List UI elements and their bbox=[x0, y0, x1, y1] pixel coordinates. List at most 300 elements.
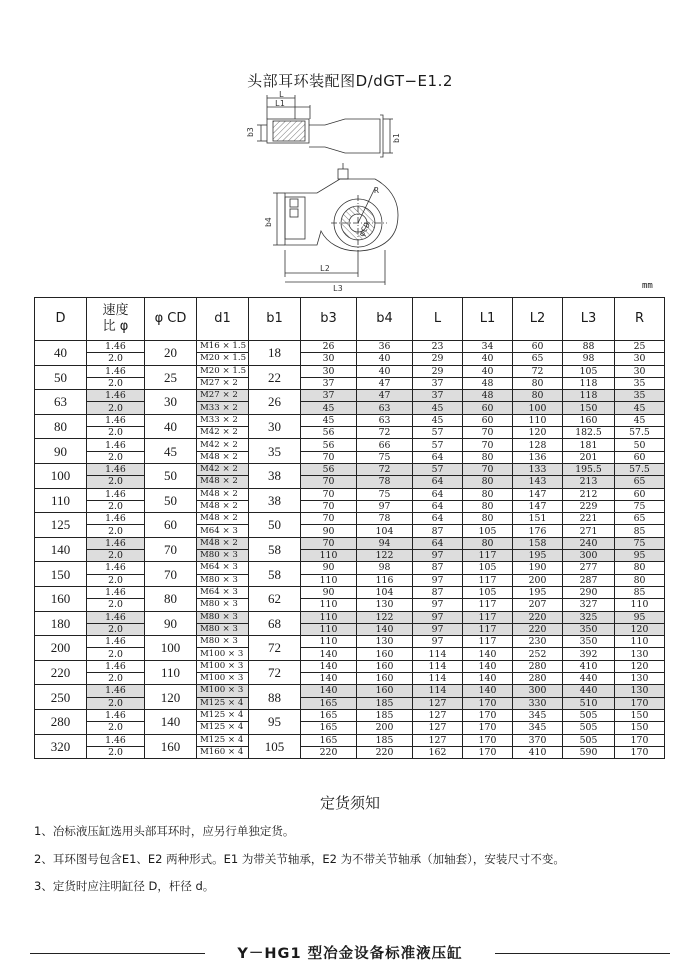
table-row bbox=[35, 488, 665, 500]
table-row bbox=[35, 746, 665, 758]
cell-L2: 65 bbox=[513, 353, 563, 365]
cell-d1: M48 × 2 bbox=[197, 500, 249, 512]
cell-speed-ratio: 2.0 bbox=[87, 353, 145, 365]
cell-b3: 165 bbox=[301, 722, 357, 734]
cell-R: 120 bbox=[615, 660, 665, 672]
note-1: 1、冶标液压缸选用头部耳环时，应另行单独定货。 bbox=[34, 824, 295, 838]
cell-speed-ratio: 1.46 bbox=[87, 709, 145, 721]
cell-speed-ratio: 1.46 bbox=[87, 611, 145, 623]
cell-b4: 122 bbox=[357, 611, 413, 623]
cell-L: 23 bbox=[413, 341, 463, 353]
cell-b4: 63 bbox=[357, 402, 413, 414]
cell-b4: 47 bbox=[357, 390, 413, 402]
cell-b3: 110 bbox=[301, 611, 357, 623]
cell-d1: M64 × 3 bbox=[197, 586, 249, 598]
cell-L3: 182.5 bbox=[563, 427, 615, 439]
cell-b4: 94 bbox=[357, 537, 413, 549]
cell-L1: 117 bbox=[463, 623, 513, 635]
cell-R: 95 bbox=[615, 611, 665, 623]
cell-R: 110 bbox=[615, 636, 665, 648]
cell-L2: 151 bbox=[513, 513, 563, 525]
cell-speed-ratio: 1.46 bbox=[87, 734, 145, 746]
header-b3: b3 bbox=[301, 298, 357, 341]
cell-speed-ratio: 1.46 bbox=[87, 341, 145, 353]
cell-L3: 327 bbox=[563, 599, 615, 611]
cell-bore-D: 220 bbox=[35, 660, 87, 685]
cell-L3: 505 bbox=[563, 734, 615, 746]
cell-L2: 200 bbox=[513, 574, 563, 586]
cell-L1: 48 bbox=[463, 390, 513, 402]
cell-L3: 118 bbox=[563, 390, 615, 402]
cell-R: 75 bbox=[615, 537, 665, 549]
cell-R: 57.5 bbox=[615, 427, 665, 439]
cell-speed-ratio: 1.46 bbox=[87, 390, 145, 402]
cell-b4: 160 bbox=[357, 648, 413, 660]
cell-L1: 117 bbox=[463, 550, 513, 562]
cell-L2: 136 bbox=[513, 451, 563, 463]
cell-d1: M80 × 3 bbox=[197, 574, 249, 586]
table-row bbox=[35, 463, 665, 475]
cell-d1: M20 × 1.5 bbox=[197, 365, 249, 377]
cell-L: 57 bbox=[413, 427, 463, 439]
cell-L2: 280 bbox=[513, 660, 563, 672]
cell-d1: M125 × 4 bbox=[197, 697, 249, 709]
drawing-label-b3: b3 bbox=[246, 127, 255, 137]
cell-d1: M48 × 2 bbox=[197, 513, 249, 525]
cell-d1: M48 × 2 bbox=[197, 488, 249, 500]
cell-R: 65 bbox=[615, 513, 665, 525]
cell-L2: 100 bbox=[513, 402, 563, 414]
cell-b4: 72 bbox=[357, 463, 413, 475]
cell-L: 127 bbox=[413, 734, 463, 746]
cell-R: 80 bbox=[615, 574, 665, 586]
cell-b3: 26 bbox=[301, 341, 357, 353]
cell-speed-ratio: 2.0 bbox=[87, 623, 145, 635]
page-title: 头部耳环装配图D/dGT−E1.2 bbox=[247, 72, 453, 90]
cell-d1: M125 × 4 bbox=[197, 734, 249, 746]
cell-L1: 34 bbox=[463, 341, 513, 353]
cell-speed-ratio: 1.46 bbox=[87, 685, 145, 697]
cell-R: 130 bbox=[615, 673, 665, 685]
header-D: D bbox=[35, 298, 87, 341]
cell-speed-ratio: 1.46 bbox=[87, 463, 145, 475]
cell-b3: 70 bbox=[301, 488, 357, 500]
table-row bbox=[35, 353, 665, 365]
cell-L: 57 bbox=[413, 463, 463, 475]
cell-b1: 58 bbox=[249, 562, 301, 587]
cell-b3: 37 bbox=[301, 390, 357, 402]
table-header-row bbox=[35, 298, 665, 341]
cell-L3: 150 bbox=[563, 402, 615, 414]
cell-L3: 440 bbox=[563, 685, 615, 697]
cell-d1: M33 × 2 bbox=[197, 414, 249, 426]
cell-b3: 45 bbox=[301, 414, 357, 426]
cell-R: 150 bbox=[615, 709, 665, 721]
cell-speed-ratio: 2.0 bbox=[87, 427, 145, 439]
cell-L1: 117 bbox=[463, 599, 513, 611]
cell-L: 29 bbox=[413, 365, 463, 377]
cell-b1: 72 bbox=[249, 660, 301, 685]
cell-L2: 220 bbox=[513, 611, 563, 623]
cell-d1: M42 × 2 bbox=[197, 463, 249, 475]
cell-b4: 160 bbox=[357, 673, 413, 685]
cell-L1: 70 bbox=[463, 439, 513, 451]
cell-L2: 195 bbox=[513, 550, 563, 562]
cell-L: 127 bbox=[413, 722, 463, 734]
cell-b4: 130 bbox=[357, 599, 413, 611]
cell-L1: 80 bbox=[463, 476, 513, 488]
cell-L2: 300 bbox=[513, 685, 563, 697]
cell-L: 114 bbox=[413, 685, 463, 697]
header-L: L bbox=[413, 298, 463, 341]
cell-speed-ratio: 2.0 bbox=[87, 722, 145, 734]
table-row bbox=[35, 623, 665, 635]
cell-L1: 70 bbox=[463, 427, 513, 439]
cell-speed-ratio: 1.46 bbox=[87, 636, 145, 648]
cell-d1: M20 × 1.5 bbox=[197, 353, 249, 365]
cell-d1: M100 × 3 bbox=[197, 660, 249, 672]
table-row bbox=[35, 341, 665, 353]
cell-b4: 220 bbox=[357, 746, 413, 758]
header-speed-ratio: 速度 比 φ bbox=[87, 298, 145, 341]
cell-R: 85 bbox=[615, 525, 665, 537]
table-row bbox=[35, 722, 665, 734]
cell-L2: 345 bbox=[513, 722, 563, 734]
cell-L3: 201 bbox=[563, 451, 615, 463]
table-row bbox=[35, 586, 665, 598]
cell-bore-D: 200 bbox=[35, 636, 87, 661]
cell-d1: M48 × 2 bbox=[197, 451, 249, 463]
cell-d1: M64 × 3 bbox=[197, 562, 249, 574]
cell-L3: 505 bbox=[563, 709, 615, 721]
note-2: 2、耳环图号包含E1、E2 两种形式。E1 为带关节轴承，E2 为不带关节轴承（加轴套），安装尺寸不变。 bbox=[34, 852, 565, 866]
cell-L: 64 bbox=[413, 451, 463, 463]
cell-speed-ratio: 2.0 bbox=[87, 500, 145, 512]
cell-L: 97 bbox=[413, 574, 463, 586]
cell-b1: 68 bbox=[249, 611, 301, 636]
cell-d1: M80 × 3 bbox=[197, 611, 249, 623]
cell-L: 127 bbox=[413, 709, 463, 721]
cell-L3: 118 bbox=[563, 377, 615, 389]
drawing-label-b1: b1 bbox=[392, 133, 401, 143]
cell-CD: 140 bbox=[145, 709, 197, 734]
cell-d1: M80 × 3 bbox=[197, 623, 249, 635]
cell-L1: 140 bbox=[463, 648, 513, 660]
cell-b4: 75 bbox=[357, 451, 413, 463]
cell-d1: M80 × 3 bbox=[197, 636, 249, 648]
cell-R: 50 bbox=[615, 439, 665, 451]
cell-b1: 30 bbox=[249, 414, 301, 439]
cell-b1: 58 bbox=[249, 537, 301, 562]
cell-CD: 110 bbox=[145, 660, 197, 685]
cell-L2: 128 bbox=[513, 439, 563, 451]
cell-b3: 70 bbox=[301, 451, 357, 463]
cell-L1: 60 bbox=[463, 402, 513, 414]
cell-b1: 62 bbox=[249, 586, 301, 611]
table-row bbox=[35, 500, 665, 512]
notes-title: 定货须知 bbox=[319, 794, 380, 812]
cell-R: 130 bbox=[615, 685, 665, 697]
cell-b3: 165 bbox=[301, 697, 357, 709]
cell-speed-ratio: 1.46 bbox=[87, 439, 145, 451]
cell-R: 35 bbox=[615, 377, 665, 389]
table-row bbox=[35, 427, 665, 439]
cell-L1: 140 bbox=[463, 673, 513, 685]
cell-b3: 70 bbox=[301, 513, 357, 525]
cell-L1: 48 bbox=[463, 377, 513, 389]
table-row bbox=[35, 525, 665, 537]
cell-L3: 590 bbox=[563, 746, 615, 758]
cell-b4: 98 bbox=[357, 562, 413, 574]
cell-d1: M100 × 3 bbox=[197, 685, 249, 697]
cell-CD: 25 bbox=[145, 365, 197, 390]
cell-b4: 160 bbox=[357, 660, 413, 672]
table-row bbox=[35, 451, 665, 463]
cell-L3: 505 bbox=[563, 722, 615, 734]
cell-speed-ratio: 1.46 bbox=[87, 513, 145, 525]
cell-b4: 72 bbox=[357, 427, 413, 439]
cell-b4: 185 bbox=[357, 709, 413, 721]
cell-L: 37 bbox=[413, 377, 463, 389]
cell-L: 64 bbox=[413, 537, 463, 549]
cell-b3: 110 bbox=[301, 623, 357, 635]
cell-L: 64 bbox=[413, 476, 463, 488]
cell-b3: 30 bbox=[301, 365, 357, 377]
cell-L3: 229 bbox=[563, 500, 615, 512]
cell-speed-ratio: 1.46 bbox=[87, 365, 145, 377]
cell-d1: M16 × 1.5 bbox=[197, 341, 249, 353]
cell-b4: 122 bbox=[357, 550, 413, 562]
cell-L1: 80 bbox=[463, 537, 513, 549]
cell-R: 80 bbox=[615, 562, 665, 574]
table-row bbox=[35, 685, 665, 697]
cell-R: 75 bbox=[615, 500, 665, 512]
cell-bore-D: 250 bbox=[35, 685, 87, 710]
cell-L2: 190 bbox=[513, 562, 563, 574]
cell-bore-D: 320 bbox=[35, 734, 87, 759]
cell-b4: 40 bbox=[357, 353, 413, 365]
cell-d1: M100 × 3 bbox=[197, 648, 249, 660]
cell-b1: 26 bbox=[249, 390, 301, 415]
unit-label: mm bbox=[642, 281, 653, 291]
cell-L2: 252 bbox=[513, 648, 563, 660]
cell-CD: 100 bbox=[145, 636, 197, 661]
cell-b1: 18 bbox=[249, 341, 301, 366]
cell-L2: 410 bbox=[513, 746, 563, 758]
cell-L3: 392 bbox=[563, 648, 615, 660]
cell-b3: 90 bbox=[301, 586, 357, 598]
cell-L3: 410 bbox=[563, 660, 615, 672]
cell-R: 65 bbox=[615, 476, 665, 488]
cell-R: 60 bbox=[615, 451, 665, 463]
cell-L1: 170 bbox=[463, 709, 513, 721]
cell-L: 114 bbox=[413, 673, 463, 685]
cell-L2: 72 bbox=[513, 365, 563, 377]
cell-b4: 97 bbox=[357, 500, 413, 512]
cell-R: 170 bbox=[615, 697, 665, 709]
cell-R: 95 bbox=[615, 550, 665, 562]
cell-L1: 60 bbox=[463, 414, 513, 426]
cell-d1: M48 × 2 bbox=[197, 476, 249, 488]
table-row bbox=[35, 377, 665, 389]
cell-L1: 170 bbox=[463, 734, 513, 746]
front-view bbox=[273, 163, 398, 285]
table-row bbox=[35, 550, 665, 562]
cell-b3: 70 bbox=[301, 476, 357, 488]
cell-R: 170 bbox=[615, 734, 665, 746]
cell-L1: 117 bbox=[463, 636, 513, 648]
table-row bbox=[35, 414, 665, 426]
cell-L3: 300 bbox=[563, 550, 615, 562]
cell-L3: 195.5 bbox=[563, 463, 615, 475]
drawing-label-L2: L2 bbox=[320, 264, 330, 273]
cell-b3: 90 bbox=[301, 525, 357, 537]
cell-b4: 47 bbox=[357, 377, 413, 389]
cell-L2: 147 bbox=[513, 488, 563, 500]
cell-L: 97 bbox=[413, 599, 463, 611]
cell-d1: M27 × 2 bbox=[197, 390, 249, 402]
cell-bore-D: 40 bbox=[35, 341, 87, 366]
cell-L3: 181 bbox=[563, 439, 615, 451]
cell-b1: 38 bbox=[249, 488, 301, 513]
cell-bore-D: 90 bbox=[35, 439, 87, 464]
cell-R: 60 bbox=[615, 488, 665, 500]
cell-speed-ratio: 2.0 bbox=[87, 402, 145, 414]
cell-b4: 140 bbox=[357, 623, 413, 635]
cell-R: 25 bbox=[615, 341, 665, 353]
cell-L3: 88 bbox=[563, 341, 615, 353]
cell-bore-D: 280 bbox=[35, 709, 87, 734]
cell-L2: 120 bbox=[513, 427, 563, 439]
cell-d1: M42 × 2 bbox=[197, 439, 249, 451]
header-L3: L3 bbox=[563, 298, 615, 341]
cell-b4: 185 bbox=[357, 697, 413, 709]
cell-CD: 120 bbox=[145, 685, 197, 710]
cell-L2: 330 bbox=[513, 697, 563, 709]
cell-L2: 110 bbox=[513, 414, 563, 426]
note-3: 3、定货时应注明缸径 D，杆径 d。 bbox=[34, 879, 215, 893]
cell-CD: 80 bbox=[145, 586, 197, 611]
cell-L1: 140 bbox=[463, 685, 513, 697]
header-L2: L2 bbox=[513, 298, 563, 341]
cell-L2: 345 bbox=[513, 709, 563, 721]
cell-L3: 350 bbox=[563, 623, 615, 635]
cell-L: 114 bbox=[413, 660, 463, 672]
cell-L2: 143 bbox=[513, 476, 563, 488]
table-row bbox=[35, 636, 665, 648]
cell-L1: 40 bbox=[463, 353, 513, 365]
cell-speed-ratio: 2.0 bbox=[87, 525, 145, 537]
cell-L2: 158 bbox=[513, 537, 563, 549]
table-row bbox=[35, 648, 665, 660]
cell-b4: 200 bbox=[357, 722, 413, 734]
cell-L: 57 bbox=[413, 439, 463, 451]
cell-d1: M160 × 4 bbox=[197, 746, 249, 758]
cell-b3: 140 bbox=[301, 685, 357, 697]
cell-b3: 110 bbox=[301, 574, 357, 586]
cell-speed-ratio: 2.0 bbox=[87, 599, 145, 611]
table-row bbox=[35, 709, 665, 721]
table-row bbox=[35, 476, 665, 488]
drawing-label-R: R bbox=[374, 186, 379, 195]
cell-b4: 116 bbox=[357, 574, 413, 586]
cell-L: 97 bbox=[413, 623, 463, 635]
cell-L: 114 bbox=[413, 648, 463, 660]
table-row bbox=[35, 562, 665, 574]
cell-bore-D: 140 bbox=[35, 537, 87, 562]
cell-L1: 117 bbox=[463, 611, 513, 623]
cell-L2: 147 bbox=[513, 500, 563, 512]
cell-L1: 170 bbox=[463, 722, 513, 734]
cell-b1: 95 bbox=[249, 709, 301, 734]
table-row bbox=[35, 673, 665, 685]
cell-R: 45 bbox=[615, 402, 665, 414]
cell-L1: 80 bbox=[463, 513, 513, 525]
cell-L: 97 bbox=[413, 636, 463, 648]
header-L1: L1 bbox=[463, 298, 513, 341]
cell-speed-ratio: 2.0 bbox=[87, 673, 145, 685]
cell-L2: 176 bbox=[513, 525, 563, 537]
cell-L1: 170 bbox=[463, 746, 513, 758]
cell-L3: 240 bbox=[563, 537, 615, 549]
cell-R: 150 bbox=[615, 722, 665, 734]
cell-L: 127 bbox=[413, 697, 463, 709]
cell-R: 35 bbox=[615, 390, 665, 402]
cell-speed-ratio: 1.46 bbox=[87, 488, 145, 500]
cell-bore-D: 150 bbox=[35, 562, 87, 587]
cell-b4: 63 bbox=[357, 414, 413, 426]
cell-speed-ratio: 2.0 bbox=[87, 648, 145, 660]
cell-bore-D: 110 bbox=[35, 488, 87, 513]
cell-L2: 220 bbox=[513, 623, 563, 635]
cell-b4: 78 bbox=[357, 513, 413, 525]
cell-L1: 105 bbox=[463, 586, 513, 598]
cell-b3: 110 bbox=[301, 550, 357, 562]
cell-b3: 70 bbox=[301, 537, 357, 549]
cell-b3: 56 bbox=[301, 427, 357, 439]
cell-L: 97 bbox=[413, 611, 463, 623]
table-row bbox=[35, 599, 665, 611]
cell-L2: 195 bbox=[513, 586, 563, 598]
cell-L: 64 bbox=[413, 488, 463, 500]
cell-R: 130 bbox=[615, 648, 665, 660]
cell-b4: 78 bbox=[357, 476, 413, 488]
cell-L2: 370 bbox=[513, 734, 563, 746]
cell-b3: 140 bbox=[301, 660, 357, 672]
cell-b1: 88 bbox=[249, 685, 301, 710]
cell-L: 29 bbox=[413, 353, 463, 365]
cell-CD: 90 bbox=[145, 611, 197, 636]
cell-d1: M42 × 2 bbox=[197, 427, 249, 439]
cell-d1: M33 × 2 bbox=[197, 402, 249, 414]
cell-CD: 70 bbox=[145, 537, 197, 562]
cell-R: 30 bbox=[615, 365, 665, 377]
cell-b4: 130 bbox=[357, 636, 413, 648]
cell-R: 120 bbox=[615, 623, 665, 635]
cell-d1: M125 × 4 bbox=[197, 722, 249, 734]
cell-L3: 98 bbox=[563, 353, 615, 365]
cell-b3: 220 bbox=[301, 746, 357, 758]
cell-b3: 56 bbox=[301, 439, 357, 451]
cell-L3: 221 bbox=[563, 513, 615, 525]
cell-b1: 22 bbox=[249, 365, 301, 390]
cell-L: 162 bbox=[413, 746, 463, 758]
table-body bbox=[35, 341, 665, 759]
cell-L2: 80 bbox=[513, 377, 563, 389]
cell-CD: 20 bbox=[145, 341, 197, 366]
cell-L2: 60 bbox=[513, 341, 563, 353]
cell-d1: M48 × 2 bbox=[197, 537, 249, 549]
